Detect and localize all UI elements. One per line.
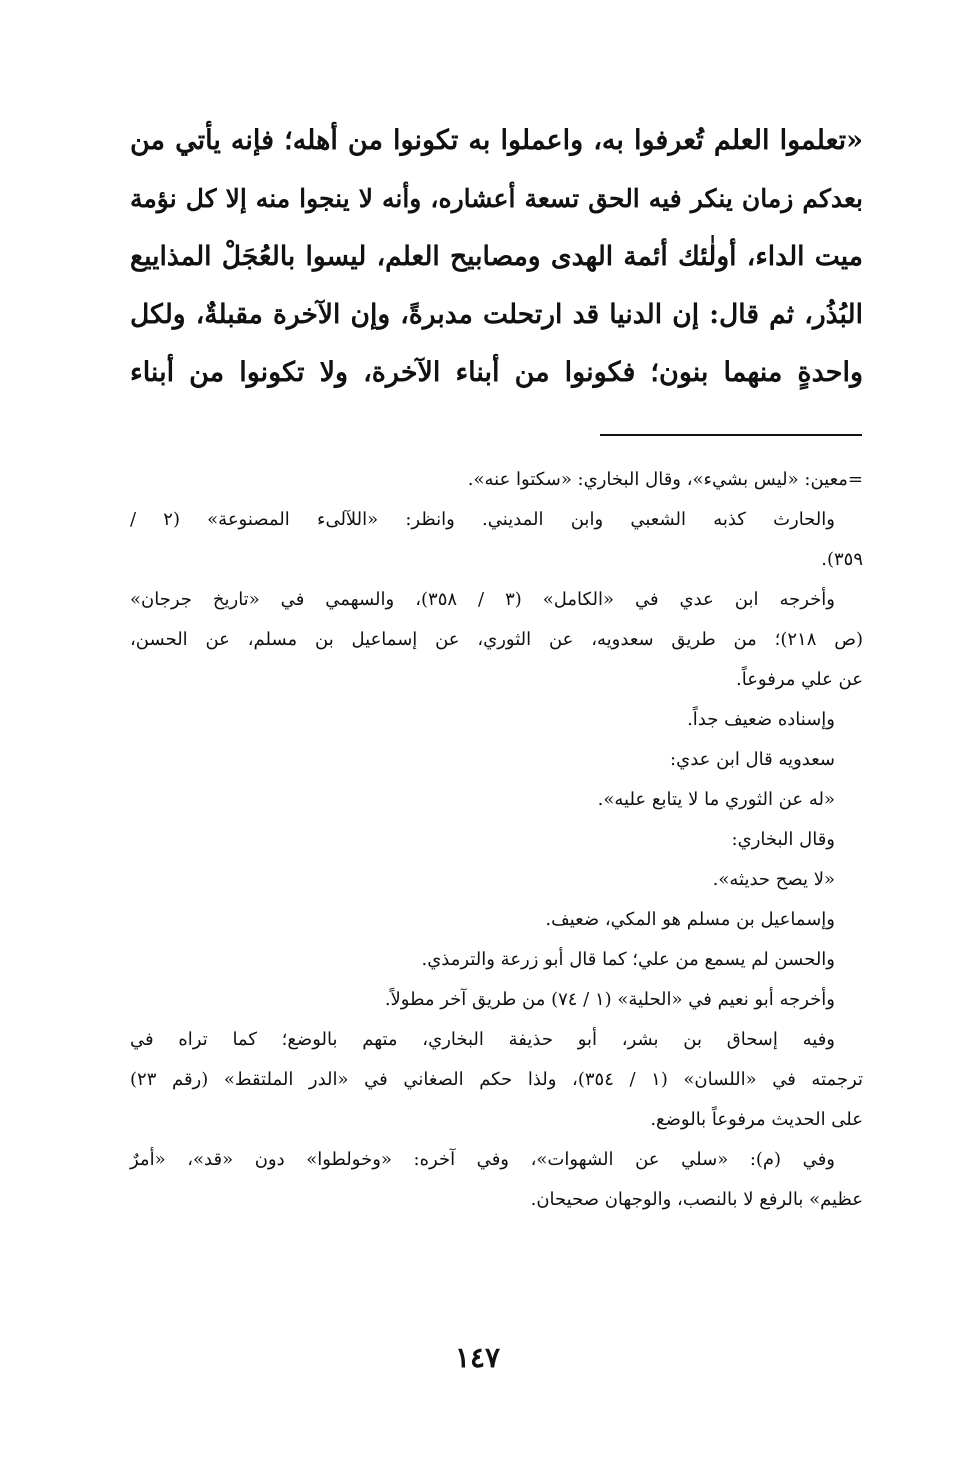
footnote-line: والحارث كذبه الشعبي وابن المديني. وانظر: «اللآلىء المصنوعة» (٢ / [130, 509, 835, 530]
main-text-line: البُذُر، ثم قال: إن الدنيا قد ارتحلت مدبرةً، وإن الآخرة مقبلةٌ، ولكل [130, 299, 863, 330]
footnote-line: سعدويه قال ابن عدي: [670, 749, 835, 770]
main-text-block [130, 112, 863, 402]
footnote-separator [600, 434, 862, 436]
footnote-line: ترجمته في «اللسان» (١ / ٣٥٤)، ولذا حكم الصغاني في «الدر الملتقط» (رقم ٢٣) [130, 1069, 863, 1090]
footnote-line: «لا يصح حديثه». [712, 869, 835, 890]
footnote-line: عن علي مرفوعاً. [735, 669, 863, 690]
footnote-line: وإسناده ضعيف جداً. [687, 709, 835, 730]
footnote-line: «له عن الثوري ما لا يتابع عليه». [597, 789, 835, 810]
footnote-line: والحسن لم يسمع من علي؛ كما قال أبو زرعة والترمذي. [421, 949, 835, 970]
footnote-line: وأخرجه أبو نعيم في «الحلية» (١ / ٧٤) من طريق آخر مطولاً. [384, 989, 835, 1010]
main-text-line: واحدةٍ منهما بنون؛ فكونوا من أبناء الآخرة، ولا تكونوا من أبناء [130, 357, 863, 388]
footnotes-block [130, 460, 863, 1220]
main-text-line: بعدكم زمان ينكر فيه الحق تسعة أعشاره، وأنه لا ينجوا منه إلا كل نؤمة [130, 184, 863, 213]
footnote-line: (ص ٢١٨)؛ من طريق سعدويه، عن الثوري، عن إسماعيل بن مسلم، عن الحسن، [130, 629, 863, 650]
footnote-line: =معين: «ليس بشيء»، وقال البخاري: «سكتوا عنه». [467, 469, 863, 490]
footnote-line: على الحديث مرفوعاً بالوضع. [650, 1109, 863, 1130]
main-text-line: ميت الداء، أولٰئك أئمة الهدى ومصابيح العلم، ليسوا بالعُجَلْ المذاييع [130, 241, 863, 272]
footnote-line: وإسماعيل بن مسلم هو المكي، ضعيف. [545, 909, 835, 930]
footnote-line: وفيه إسحاق بن بشر، أبو حذيفة البخاري، متهم بالوضع؛ كما تراه في [130, 1029, 835, 1050]
footnote-line: ٣٥٩). [821, 549, 863, 570]
footnote-line: وأخرجه ابن عدي في «الكامل» (٣ / ٣٥٨)، والسهمي في «تاريخ جرجان» [130, 589, 836, 610]
main-text-line: «تعلموا العلم تُعرفوا به، واعملوا به تكونوا من أهله؛ فإنه يأتي من [130, 125, 863, 156]
page-number: ١٤٧ [454, 1341, 501, 1374]
footnote-line: عظيم» بالرفع لا بالنصب، والوجهان صحيحان. [530, 1189, 863, 1210]
footnote-line: وقال البخاري: [731, 829, 835, 850]
footnote-line: وفي (م): «سلي عن الشهوات»، وفي آخره: «وخولطوا» دون «قد»، «أمرٌ [130, 1149, 835, 1170]
